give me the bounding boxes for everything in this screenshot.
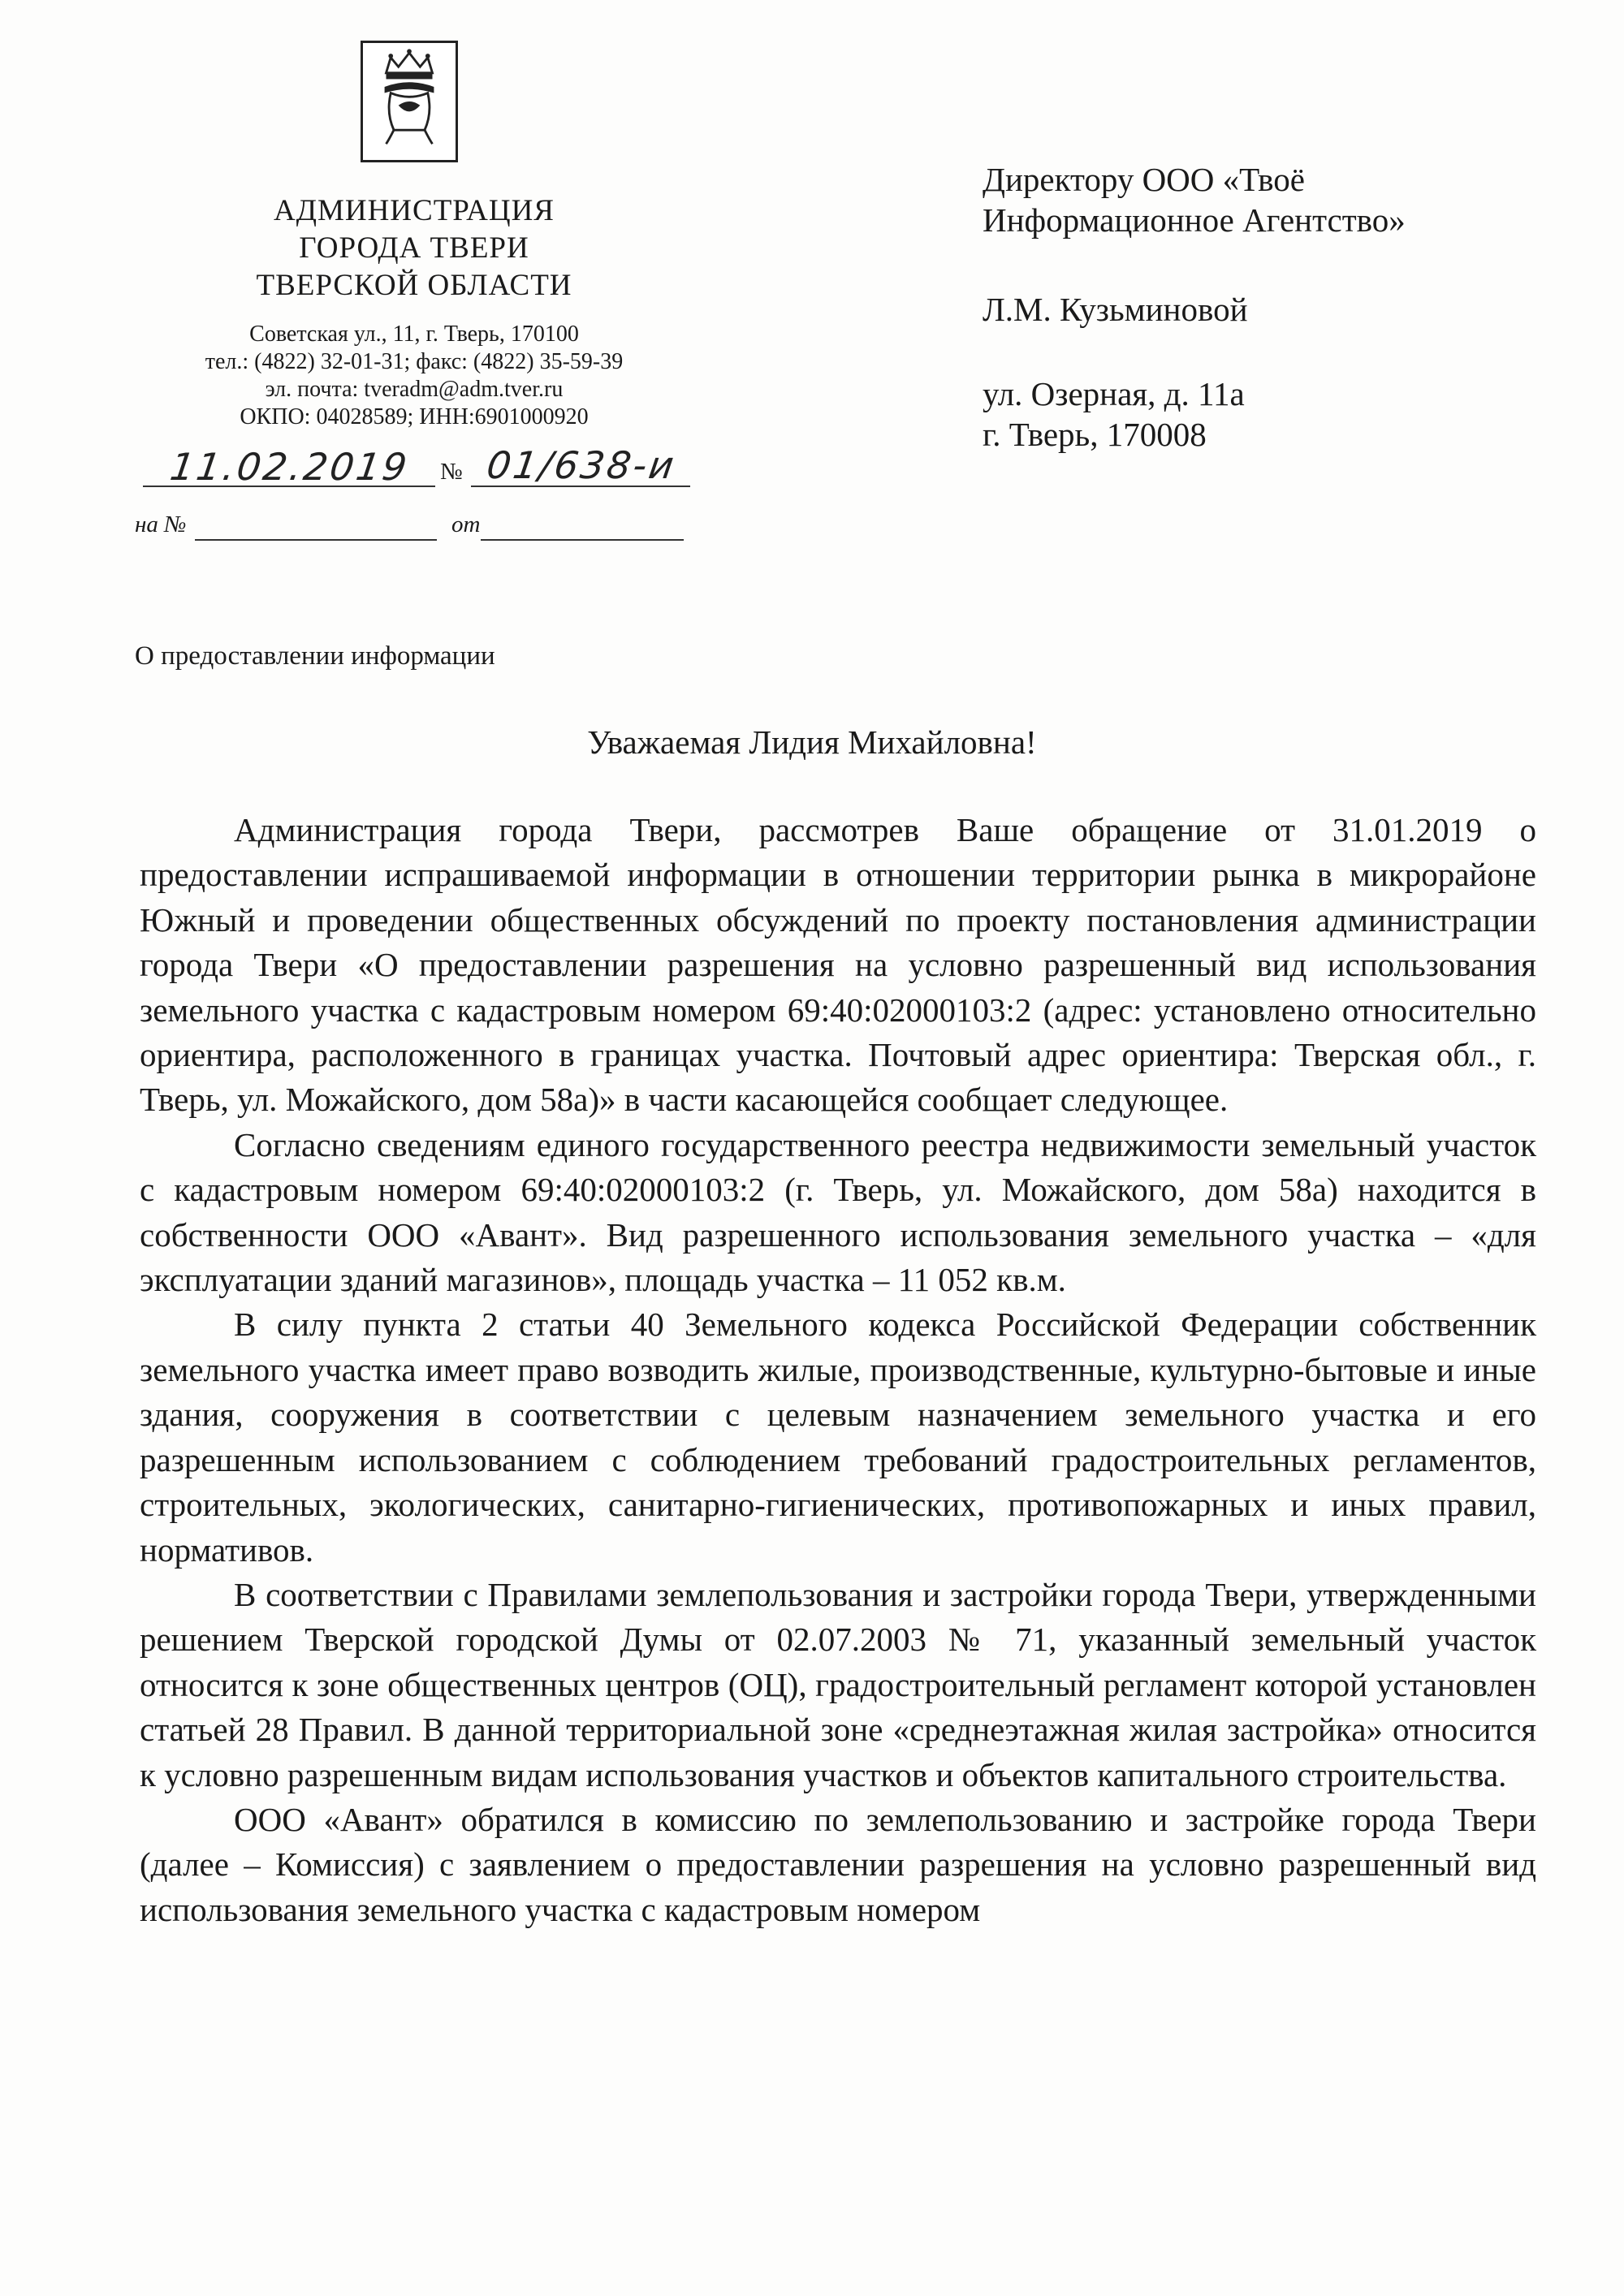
letter-body — [140, 808, 1536, 1932]
org-name-line-3: ТВЕРСКОЙ ОБЛАСТИ — [256, 269, 572, 302]
body-paragraph-5: ООО «Авант» обратился в комиссию по землепользованию и застройке города Твери (далее – Комиссия) с заявлением о предоставлении разрешения на условно разрешенный вид использования земельного участка с кадастровым номером — [140, 1800, 1536, 1928]
addressee-position-line-2: Информационное Агентство» — [983, 201, 1406, 239]
reference-number-underline — [195, 539, 437, 541]
reference-date-label: от — [451, 511, 481, 537]
body-paragraph-4: В соответствии с Правилами землепользования и застройки города Твери, утвержденными решением Тверской городской Думы от 02.07.2003 № 71, указанный земельный участок относится к зоне общественных центров (ОЦ), градостроительный регламент которой установлен статьей 28 Правил. В данной территориальной зоне «среднеэтажная жилая застройка» относится к условно разрешенным видам использования участков и объектов капитального строительства. — [140, 1575, 1536, 1793]
letter-subject: О предоставлении информации — [135, 641, 495, 671]
reference-number-label: на № — [135, 511, 187, 537]
addressee-position-line-1: Директору ООО «Твоё — [983, 161, 1305, 198]
body-paragraph-1: Администрация города Твери, рассмотрев Ваше обращение от 31.01.2019 о предоставлении испрашиваемой информации в отношении территории рынка в микрорайоне Южный и проведении общественных обсуждений по проекту постановления администрации города Твери «О предоставлении разрешения на условно разрешенный вид использования земельного участка с кадастровым номером 69:40:02000103:2 (адрес: установлено относительно ориентира, расположенного в границах участка. Почтовый адрес ориентира: Тверская обл., г. Тверь, ул. Можайского, дом 58а)» в части касающейся сообщает следующее. — [140, 811, 1536, 1119]
addressee-street: ул. Озерная, д. 11а — [983, 375, 1245, 412]
org-phone: тел.: (4822) 32-01-31; факс: (4822) 35-59-39 — [205, 349, 624, 374]
body-paragraph-2: Согласно сведениям единого государственного реестра недвижимости земельный участок с кадастровым номером 69:40:02000103:2 (г. Тверь, ул. Можайского, дом 58а) находится в собственности ООО «Авант». Вид разрешенного использования земельного участка – «для эксплуатации зданий магазинов», площадь участка – 11 052 кв.м. — [140, 1125, 1536, 1299]
number-sign-label: № — [440, 459, 463, 485]
org-codes: ОКПО: 04028589; ИНН:6901000920 — [240, 404, 589, 429]
addressee-city: г. Тверь, 170008 — [983, 416, 1207, 453]
org-address: Советская ул., 11, г. Тверь, 170100 — [249, 322, 579, 347]
crown-emblem-icon — [363, 43, 456, 160]
coat-of-arms-emblem — [361, 41, 458, 162]
org-name-line-1: АДМИНИСТРАЦИЯ — [274, 194, 555, 227]
outgoing-date: 11.02.2019 — [167, 445, 412, 489]
reference-date-underline — [481, 539, 684, 541]
addressee-name: Л.М. Кузьминовой — [983, 291, 1248, 328]
org-name-line-2: ГОРОДА ТВЕРИ — [299, 231, 529, 265]
outgoing-number: 01/638-и — [484, 443, 680, 487]
letter-greeting: Уважаемая Лидия Михайловна! — [587, 723, 1037, 761]
org-email: эл. почта: tveradm@adm.tver.ru — [265, 377, 564, 402]
body-paragraph-3: В силу пункта 2 статьи 40 Земельного кодекса Российской Федерации собственник земельного участка имеет право возводить жилые, производственные, культурно-бытовые и иные здания, сооружения в соответствии с целевым назначением земельного участка и его разрешенным использованием с соблюдением требований градостроительных регламентов, строительных, экологических, санитарно-гигиенических, противопожарных и иных правил, нормативов. — [140, 1306, 1536, 1569]
